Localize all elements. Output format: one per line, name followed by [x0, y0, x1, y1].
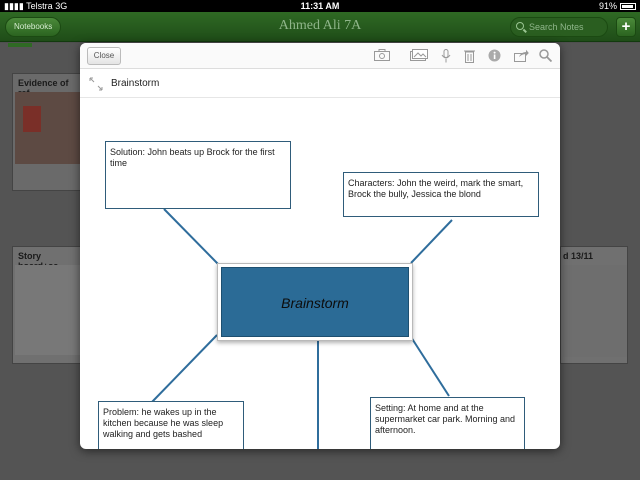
close-button[interactable]: Close	[87, 47, 121, 65]
node-problem-text: Problem: he wakes up in the kitchen because he was sleep walking and gets bashed	[103, 407, 224, 439]
note-card-thumbnail	[15, 92, 81, 164]
photo-icon[interactable]	[410, 49, 426, 63]
battery-percent: 91%	[598, 1, 617, 11]
notebooks-button[interactable]: Notebooks	[5, 17, 61, 37]
note-card[interactable]	[560, 246, 628, 364]
carrier-name: Telstra	[26, 1, 53, 11]
info-icon[interactable]	[486, 49, 502, 63]
note-viewer	[80, 43, 560, 449]
note-card-title: d 13/11	[563, 251, 594, 261]
mind-map-diagram	[80, 99, 560, 449]
note-title: Brainstorm	[111, 78, 160, 89]
status-bar	[0, 0, 640, 12]
note-toolbar	[80, 43, 560, 69]
signal-icon: ▮▮▮▮	[4, 1, 24, 11]
note-title-row	[80, 70, 560, 98]
note-card-thumbnail	[15, 265, 81, 355]
center-node	[217, 263, 413, 341]
connector-problem	[152, 335, 217, 402]
node-solution	[105, 141, 291, 209]
search-notes-input[interactable]	[510, 17, 608, 37]
collapse-icon[interactable]	[89, 77, 103, 91]
header-tab-strip	[8, 43, 32, 47]
node-setting	[370, 397, 525, 449]
connector-setting	[411, 337, 449, 396]
note-card-title: Story	[18, 251, 42, 261]
node-characters-text: Characters: John the weird, mark the smart, Brock the bully, Jessica the blond	[348, 178, 524, 199]
clock: 11:31 AM	[300, 1, 340, 11]
search-placeholder: Search Notes	[529, 22, 584, 32]
share-icon[interactable]	[513, 49, 529, 63]
camera-icon[interactable]	[374, 49, 390, 63]
note-card[interactable]	[12, 246, 82, 364]
app-header	[0, 12, 640, 42]
node-characters	[343, 172, 539, 217]
node-setting-text: Setting: At home and at the supermarket car park. Morning and afternoon.	[375, 403, 516, 435]
center-node-label: Brainstorm	[221, 267, 409, 337]
battery-status	[599, 0, 636, 12]
notebook-title: Ahmed Ali 7A	[278, 18, 362, 33]
battery-icon	[620, 3, 636, 10]
trash-icon[interactable]	[461, 49, 477, 63]
network-type: 3G	[55, 1, 68, 11]
note-card[interactable]	[12, 73, 82, 191]
connector-solution	[164, 209, 219, 265]
node-problem	[98, 401, 244, 449]
add-note-button[interactable]: +	[616, 17, 636, 37]
connector-characters	[411, 220, 452, 263]
note-card-title: Evidence of	[18, 78, 69, 88]
search-icon[interactable]	[537, 49, 553, 63]
microphone-icon[interactable]	[438, 49, 454, 63]
note-card-thumbnail	[563, 265, 627, 357]
search-icon	[516, 22, 524, 30]
node-solution-text: Solution: John beats up Brock for the first time	[110, 147, 275, 168]
